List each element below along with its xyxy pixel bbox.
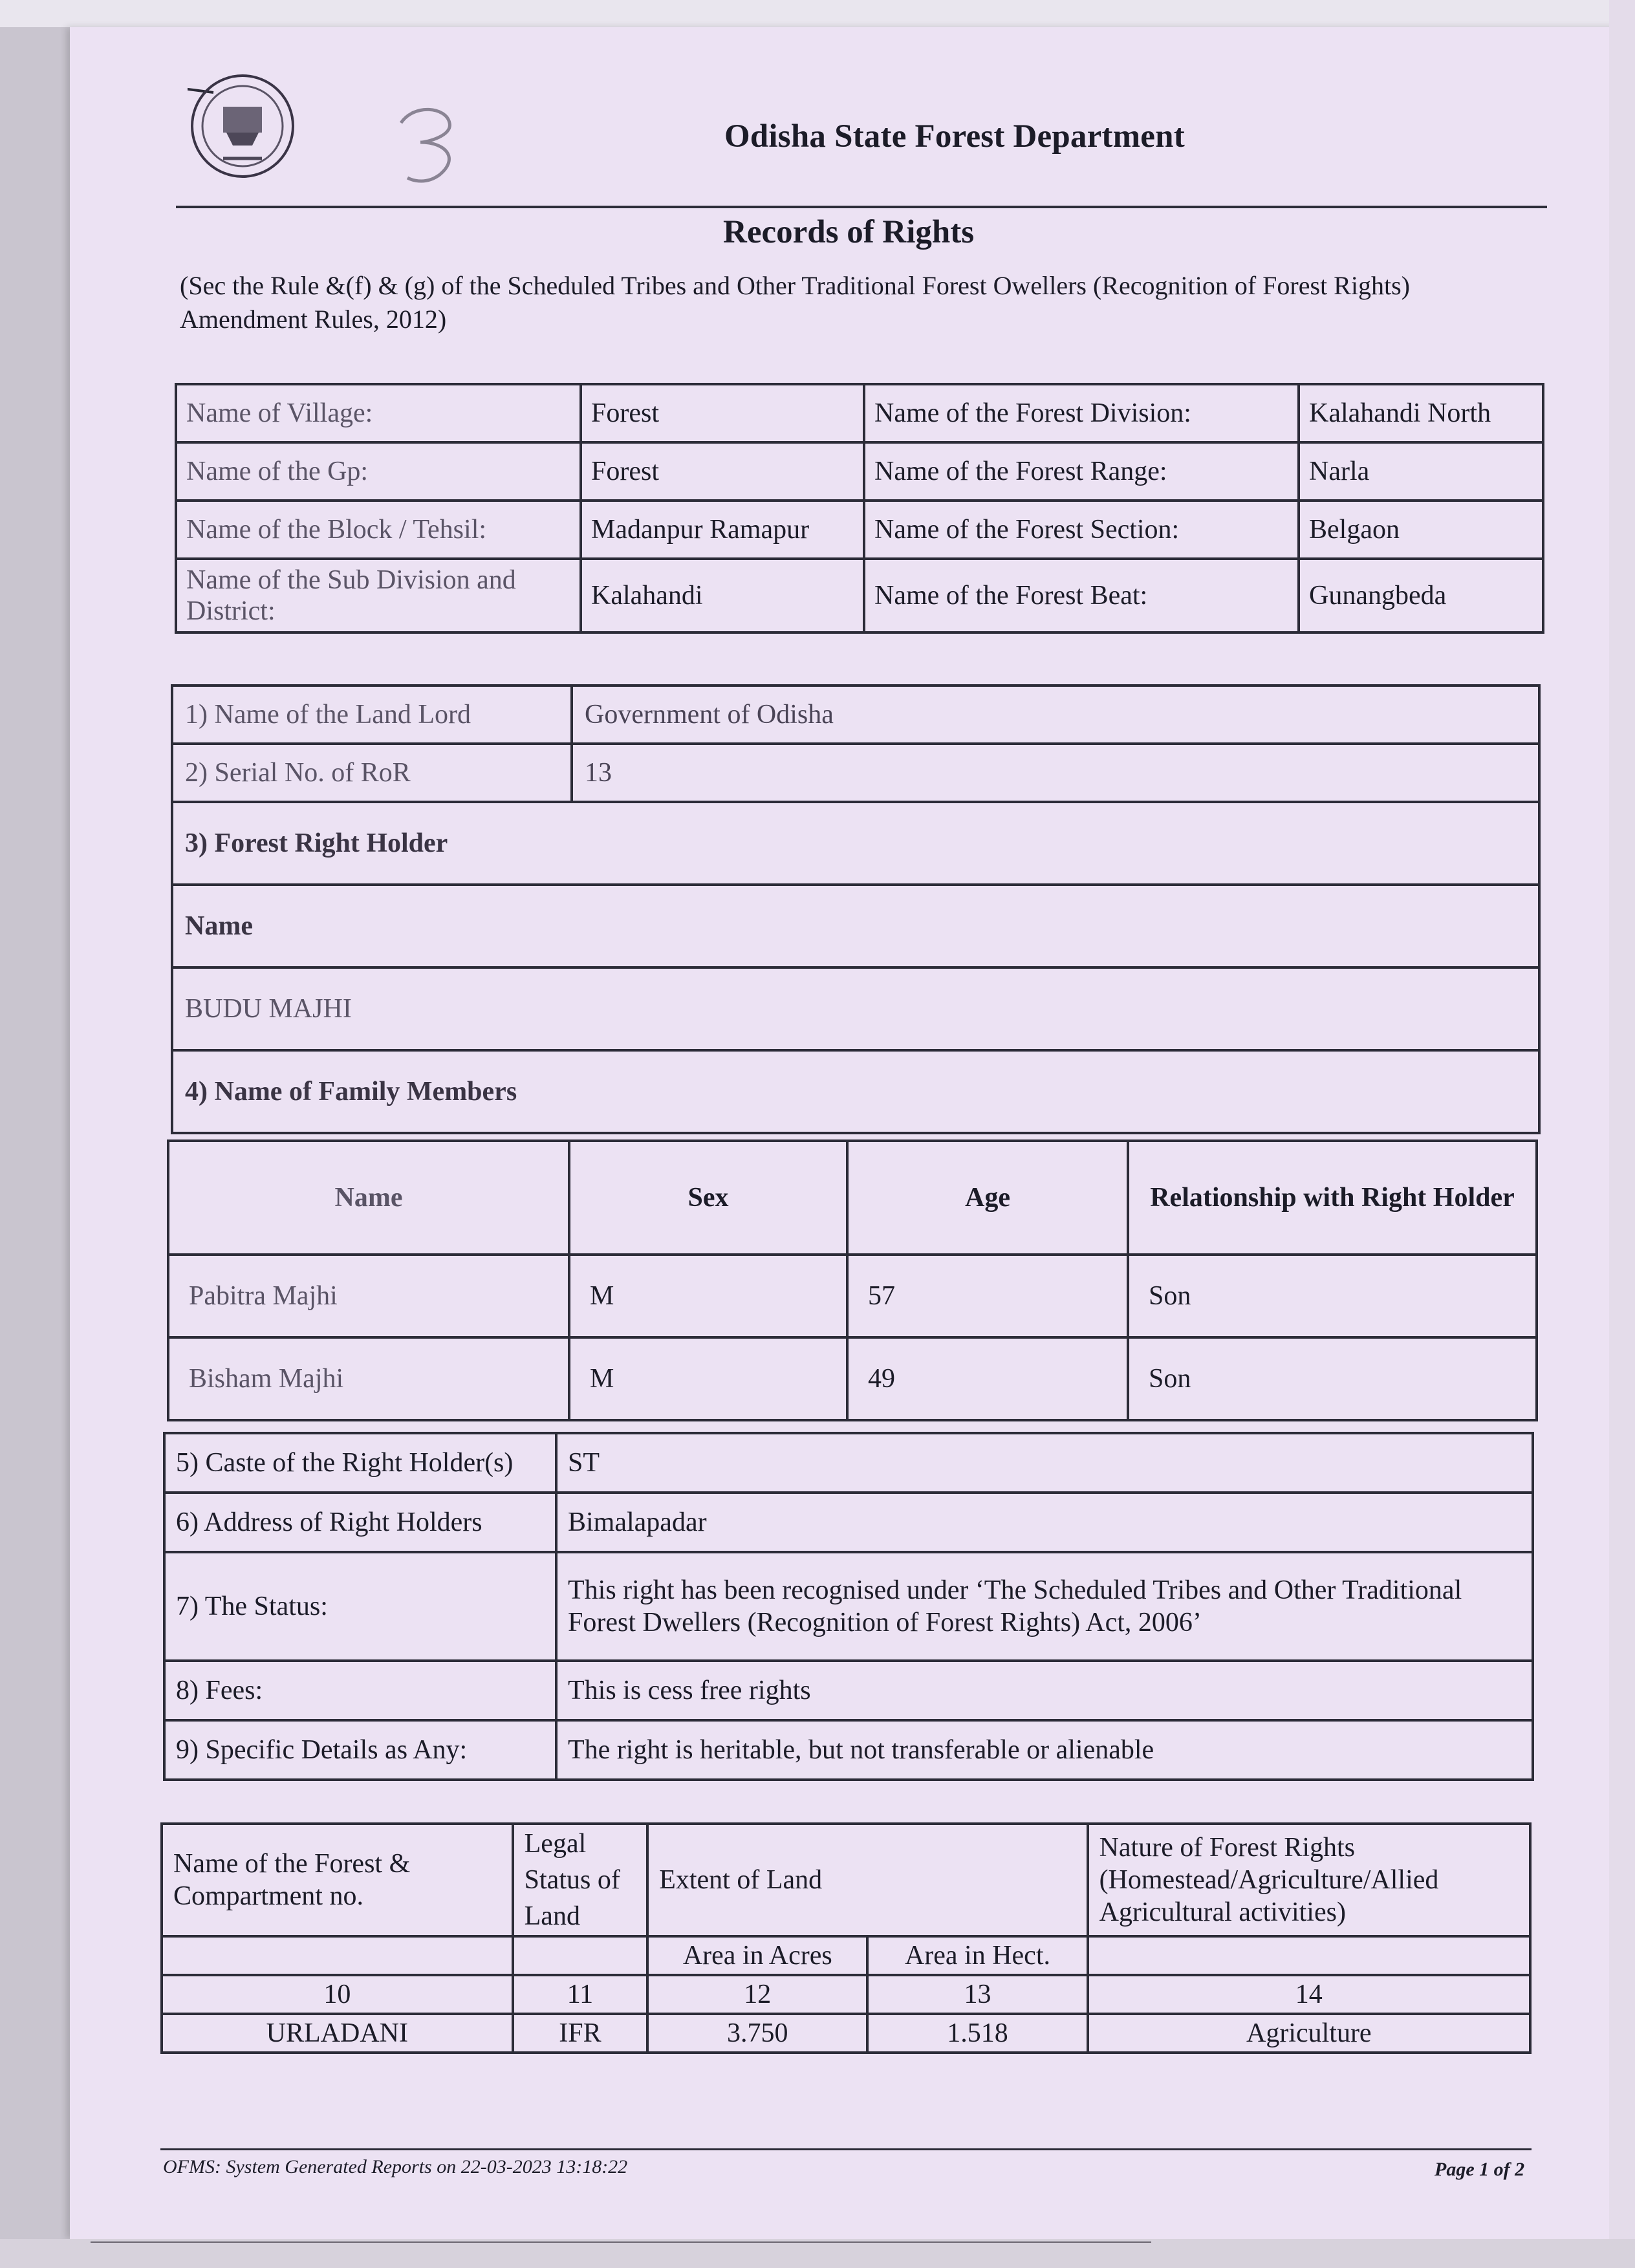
forest-division-value: Kalahandi North — [1299, 384, 1543, 442]
table-row — [164, 1661, 1533, 1720]
forest-section-value: Belgaon — [1299, 501, 1543, 559]
status-line-2: Forest Dwellers (Recognition of Forest Rights) Act, 2006’ — [568, 1608, 1202, 1637]
scan-bottom-band — [0, 2239, 1635, 2268]
rule-reference: (Sec the Rule &(f) & (g) of the Scheduled Tribes and Other Traditional Forest Owellers (Recognition of Forest Rights) Amendment Rules, 2012) — [180, 271, 1410, 334]
empty-cell — [162, 1936, 513, 1975]
empty-cell — [1088, 1936, 1530, 1975]
table-row — [168, 1255, 1537, 1337]
member-name: Pabitra Majhi — [168, 1255, 569, 1337]
forest-division-label: Name of the Forest Division: — [864, 384, 1299, 442]
specific-label: 9) Specific Details as Any: — [164, 1720, 556, 1780]
col-header-extent: Extent of Land — [647, 1824, 1087, 1936]
serial-value: 13 — [572, 744, 1539, 802]
table-row — [162, 2014, 1530, 2053]
block-label: Name of the Block / Tehsil: — [176, 501, 581, 559]
handwritten-page-mark — [388, 97, 479, 188]
col-header-sex: Sex — [569, 1141, 847, 1255]
member-sex: M — [569, 1255, 847, 1337]
village-value: Forest — [581, 384, 864, 442]
address-value: Bimalapadar — [556, 1493, 1533, 1552]
table-row — [172, 885, 1539, 967]
land-area-hect: 1.518 — [867, 2014, 1087, 2053]
forest-section-label: Name of the Forest Section: — [864, 501, 1299, 559]
footer-generated: OFMS: System Generated Reports on 22-03-2023 13:18:22 — [163, 2156, 628, 2177]
table-row — [172, 744, 1539, 802]
table-header-row — [168, 1141, 1537, 1255]
department-title: Odisha State Forest Department — [724, 118, 1185, 155]
col-number: 12 — [647, 1975, 867, 2014]
table-row — [176, 442, 1543, 501]
forest-beat-label: Name of the Forest Beat: — [864, 559, 1299, 632]
subheader-acres: Area in Acres — [647, 1936, 867, 1975]
land-area-acres: 3.750 — [647, 2014, 867, 2053]
table-row — [164, 1720, 1533, 1780]
status-line-1: This right has been recognised under ‘The Scheduled Tribes and Other Traditional — [568, 1575, 1462, 1605]
forest-beat-value: Gunangbeda — [1299, 559, 1543, 632]
subdivision-value: Kalahandi — [581, 559, 864, 632]
member-sex: M — [569, 1337, 847, 1420]
address-label: 6) Address of Right Holders — [164, 1493, 556, 1552]
member-relation: Son — [1128, 1255, 1537, 1337]
table-row — [164, 1433, 1533, 1493]
table-row — [176, 501, 1543, 559]
right-holder-heading: 3) Forest Right Holder — [172, 802, 1539, 885]
village-label: Name of Village: — [176, 384, 581, 442]
footer-page-number: Page 1 of 2 — [1435, 2159, 1525, 2180]
table-subheader-row — [162, 1936, 1530, 1975]
subdivision-label: Name of the Sub Division and District: — [176, 559, 581, 632]
scan-bottom-line — [91, 2241, 1151, 2243]
table-row — [176, 384, 1543, 442]
header-divider — [176, 206, 1547, 208]
landlord-value: Government of Odisha — [572, 686, 1539, 744]
landlord-label: 1) Name of the Land Lord — [172, 686, 572, 744]
footer-divider — [160, 2148, 1532, 2150]
document-title: Records of Rights — [723, 214, 975, 250]
holder-name-label: Name — [172, 885, 1539, 967]
location-table — [175, 383, 1544, 634]
family-heading: 4) Name of Family Members — [172, 1050, 1539, 1133]
table-row — [172, 1050, 1539, 1133]
col-number: 13 — [867, 1975, 1087, 2014]
col-header-relationship: Relationship with Right Holder — [1128, 1141, 1537, 1255]
empty-cell — [513, 1936, 648, 1975]
table-row — [172, 686, 1539, 744]
caste-label: 5) Caste of the Right Holder(s) — [164, 1433, 556, 1493]
family-table — [167, 1139, 1538, 1421]
table-row — [172, 967, 1539, 1050]
holder-name-value: BUDU MAJHI — [172, 967, 1539, 1050]
holder-table — [171, 684, 1541, 1134]
table-row — [168, 1337, 1537, 1420]
member-age: 57 — [847, 1255, 1128, 1337]
status-value — [556, 1552, 1533, 1661]
caste-value: ST — [556, 1433, 1533, 1493]
fees-label: 8) Fees: — [164, 1661, 556, 1720]
scan-top-band — [0, 0, 1635, 27]
table-row — [164, 1552, 1533, 1661]
col-header-legal-status: Legal Status of Land — [513, 1824, 648, 1936]
col-header-age: Age — [847, 1141, 1128, 1255]
table-row — [176, 559, 1543, 632]
table-row — [164, 1493, 1533, 1552]
col-number: 11 — [513, 1975, 648, 2014]
table-header-row — [162, 1824, 1530, 1936]
scan-right-edge — [1609, 0, 1635, 2268]
col-number: 10 — [162, 1975, 513, 2014]
gp-value: Forest — [581, 442, 864, 501]
table-number-row — [162, 1975, 1530, 2014]
serial-label: 2) Serial No. of RoR — [172, 744, 572, 802]
member-relation: Son — [1128, 1337, 1537, 1420]
fees-value: This is cess free rights — [556, 1661, 1533, 1720]
land-table — [160, 1822, 1532, 2054]
col-header-forest: Name of the Forest & Compartment no. — [162, 1824, 513, 1936]
col-header-name: Name — [168, 1141, 569, 1255]
member-name: Bisham Majhi — [168, 1337, 569, 1420]
land-forest-name: URLADANI — [162, 2014, 513, 2053]
odisha-emblem-icon — [188, 61, 298, 184]
gp-label: Name of the Gp: — [176, 442, 581, 501]
forest-range-value: Narla — [1299, 442, 1543, 501]
specific-value: The right is heritable, but not transferable or alienable — [556, 1720, 1533, 1780]
subheader-hect: Area in Hect. — [867, 1936, 1087, 1975]
land-legal-status: IFR — [513, 2014, 648, 2053]
status-label: 7) The Status: — [164, 1552, 556, 1661]
col-number: 14 — [1088, 1975, 1530, 2014]
col-header-nature: Nature of Forest Rights (Homestead/Agriculture/Allied Agricultural activities) — [1088, 1824, 1530, 1936]
land-nature: Agriculture — [1088, 2014, 1530, 2053]
table-row — [172, 802, 1539, 885]
details-table — [163, 1432, 1534, 1781]
member-age: 49 — [847, 1337, 1128, 1420]
block-value: Madanpur Ramapur — [581, 501, 864, 559]
forest-range-label: Name of the Forest Range: — [864, 442, 1299, 501]
